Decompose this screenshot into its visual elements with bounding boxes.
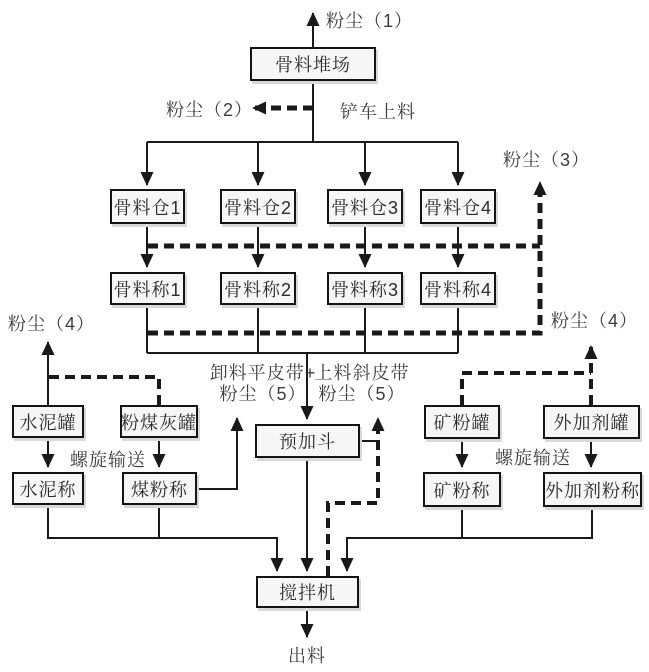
label-incline-feed-belt-dust: 粉尘（5） bbox=[318, 384, 406, 404]
node-aggregate-scale-1: 骨料称1 bbox=[110, 272, 185, 305]
node-aggregate-scale-2: 骨料称2 bbox=[220, 272, 296, 305]
node-aggregate-scale-4: 骨料称4 bbox=[420, 272, 496, 305]
node-aggregate-bin-4: 骨料仓4 bbox=[420, 189, 496, 224]
node-aggregate-bin-2: 骨料仓2 bbox=[220, 189, 296, 224]
node-aggregate-stockpile: 骨料堆场 bbox=[250, 47, 376, 81]
node-admixture-tank: 外加剂罐 bbox=[543, 405, 640, 439]
node-mineral-powder-tank: 矿粉罐 bbox=[424, 405, 500, 439]
node-mineral-powder-scale: 矿粉称 bbox=[423, 472, 501, 507]
label-dust-1: 粉尘（1） bbox=[326, 11, 414, 31]
node-coal-powder-scale: 煤粉称 bbox=[122, 472, 197, 505]
node-flyash-tank: 粉煤灰罐 bbox=[120, 405, 198, 438]
label-incline-feed-belt-line1: 上料斜皮带 bbox=[314, 363, 410, 383]
label-flat-discharge-belt-line1: 卸料平皮带+ bbox=[209, 363, 317, 383]
label-screw-conveyor-right: 螺旋输送 bbox=[495, 448, 571, 468]
label-dust-4-left: 粉尘（4） bbox=[8, 314, 96, 334]
label-discharge: 出料 bbox=[288, 646, 326, 666]
node-cement-tank: 水泥罐 bbox=[12, 405, 84, 438]
label-dust-2: 粉尘（2） bbox=[166, 100, 254, 120]
node-aggregate-scale-3: 骨料称3 bbox=[327, 272, 403, 305]
node-pre-hopper: 预加斗 bbox=[255, 424, 360, 458]
label-incline-feed-belt bbox=[314, 363, 410, 405]
material-flow-lines bbox=[48, 13, 592, 637]
node-aggregate-bin-1: 骨料仓1 bbox=[110, 189, 185, 224]
label-dust-3: 粉尘（3） bbox=[503, 150, 591, 170]
node-aggregate-bin-3: 骨料仓3 bbox=[327, 189, 403, 224]
label-loader-feeding: 铲车上料 bbox=[340, 102, 416, 122]
label-flat-discharge-belt-dust: 粉尘（5） bbox=[219, 384, 307, 404]
node-cement-scale: 水泥称 bbox=[12, 472, 84, 505]
node-mixer: 搅拌机 bbox=[256, 576, 359, 608]
label-dust-4-right: 粉尘（4） bbox=[551, 311, 639, 331]
label-screw-conveyor-left: 螺旋输送 bbox=[70, 450, 146, 470]
label-flat-discharge-belt bbox=[196, 363, 330, 405]
node-admixture-scale: 外加剂粉称 bbox=[543, 472, 642, 507]
